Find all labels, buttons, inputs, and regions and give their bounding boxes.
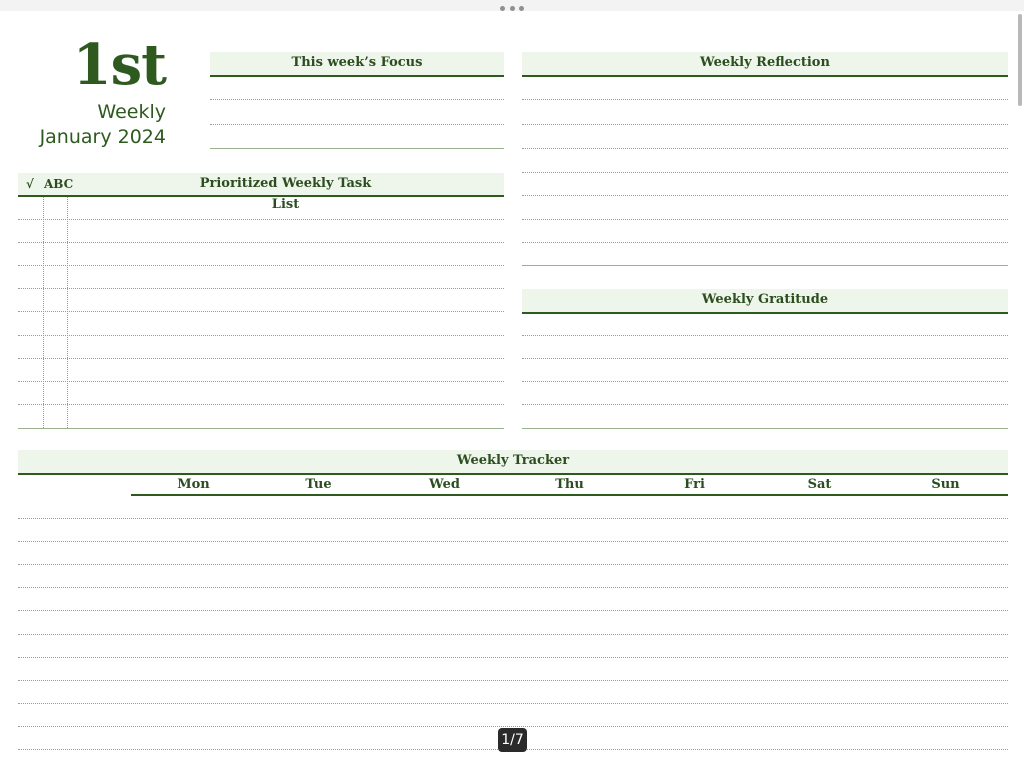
tracker-row[interactable] <box>18 657 1008 658</box>
reflection-line[interactable] <box>522 99 1008 100</box>
task-row[interactable] <box>18 381 504 382</box>
gratitude-line[interactable] <box>522 404 1008 405</box>
tracker-day-fri: Fri <box>684 477 705 492</box>
task-row[interactable] <box>18 311 504 312</box>
tracker-row[interactable] <box>18 680 1008 681</box>
tracker-day-tue: Tue <box>305 477 332 492</box>
page-indicator: 1/7 <box>498 728 527 752</box>
task-list-header <box>18 173 504 212</box>
reflection-line[interactable] <box>522 195 1008 196</box>
check-column-label: √ <box>26 177 34 191</box>
tracker-row[interactable] <box>18 703 1008 704</box>
month-year: January 2024 <box>39 126 166 148</box>
task-row[interactable] <box>18 335 504 336</box>
weekly-subtitle: Weekly <box>97 101 166 123</box>
task-row[interactable] <box>18 242 504 243</box>
reflection-line[interactable] <box>522 265 1008 266</box>
reflection-line[interactable] <box>522 148 1008 149</box>
focus-line[interactable] <box>210 148 504 149</box>
focus-line[interactable] <box>210 99 504 100</box>
tracker-row[interactable] <box>18 541 1008 542</box>
tracker-row[interactable] <box>18 610 1008 611</box>
tracker-day-thu: Thu <box>555 477 584 492</box>
task-row[interactable] <box>18 428 504 429</box>
task-row[interactable] <box>18 288 504 289</box>
task-list-title: Prioritized Weekly Task List <box>199 176 372 212</box>
tracker-header: Weekly Tracker <box>18 450 1008 475</box>
tracker-day-wed: Wed <box>429 477 460 492</box>
tracker-row[interactable] <box>18 564 1008 565</box>
tracker-day-mon: Mon <box>177 477 210 492</box>
focus-header: This week’s Focus <box>210 52 504 77</box>
more-options-icon[interactable] <box>500 4 524 12</box>
task-row[interactable] <box>18 358 504 359</box>
gratitude-line[interactable] <box>522 428 1008 429</box>
tracker-day-sat: Sat <box>807 477 832 492</box>
reflection-line[interactable] <box>522 219 1008 220</box>
gratitude-line[interactable] <box>522 381 1008 382</box>
focus-line[interactable] <box>210 124 504 125</box>
tracker-days-underline <box>131 494 1008 496</box>
reflection-line[interactable] <box>522 242 1008 243</box>
priority-column-label: ABC <box>44 177 74 191</box>
check-column-divider <box>43 197 44 428</box>
reflection-line[interactable] <box>522 172 1008 173</box>
gratitude-line[interactable] <box>522 335 1008 336</box>
tracker-row[interactable] <box>18 634 1008 635</box>
task-row[interactable] <box>18 404 504 405</box>
priority-column-divider <box>67 197 68 428</box>
reflection-header: Weekly Reflection <box>522 52 1008 77</box>
tracker-row[interactable] <box>18 726 1008 727</box>
task-row[interactable] <box>18 219 504 220</box>
tracker-row[interactable] <box>18 518 1008 519</box>
reflection-line[interactable] <box>522 124 1008 125</box>
date-number: 1st <box>72 32 166 98</box>
gratitude-line[interactable] <box>522 358 1008 359</box>
gratitude-header: Weekly Gratitude <box>522 289 1008 314</box>
scrollbar[interactable] <box>1018 14 1022 106</box>
task-row[interactable] <box>18 265 504 266</box>
tracker-row[interactable] <box>18 587 1008 588</box>
tracker-day-sun: Sun <box>931 477 960 492</box>
